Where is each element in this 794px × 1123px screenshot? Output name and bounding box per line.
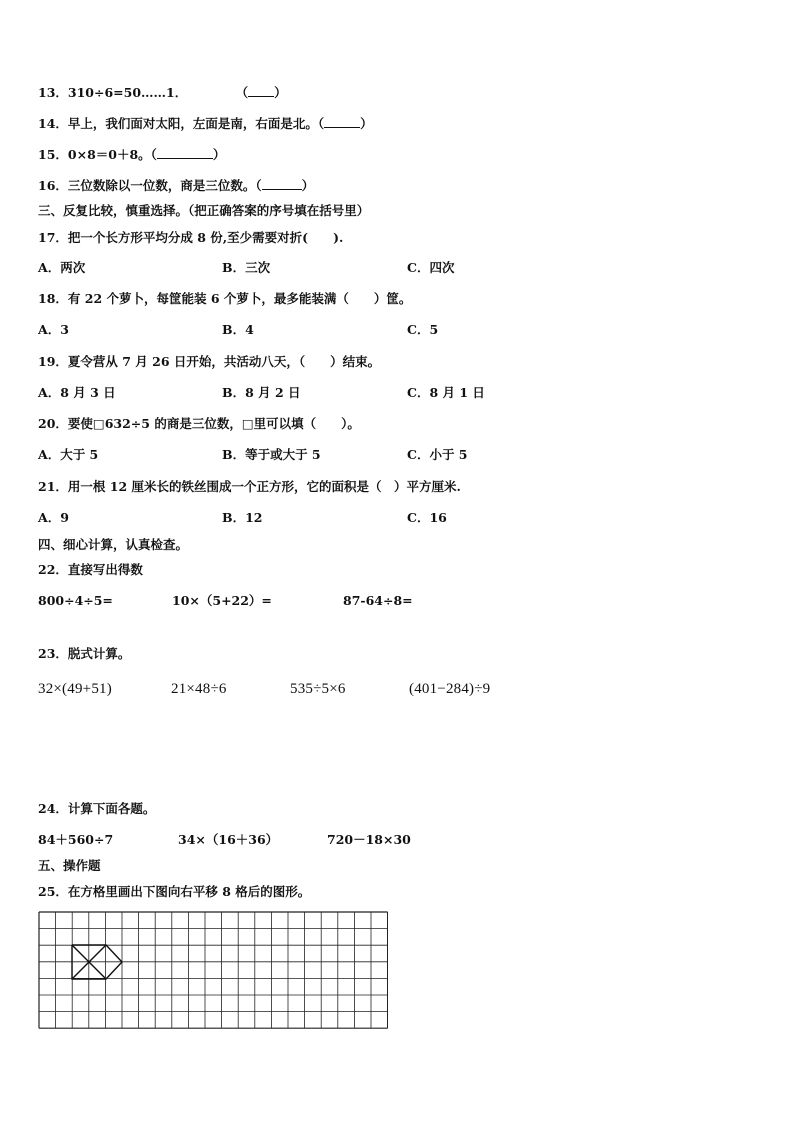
question-25: [38, 884, 310, 900]
expression: 32×(49+51): [38, 681, 112, 697]
section-heading-3: 三、反复比较，慎重选择。（把正确答案的序号填在括号里）: [38, 203, 370, 218]
option-b[interactable]: B．等于或大于 5: [222, 447, 321, 462]
expression: 21×48÷6: [171, 681, 227, 697]
answer-blank[interactable]: [262, 177, 302, 190]
expression: 84＋560÷7: [38, 832, 114, 847]
question-text: 要使□632÷5 的商是三位数，□里可以填（ ）。: [67, 416, 360, 431]
answer-blank[interactable]: [157, 146, 213, 159]
option-b[interactable]: B．8 月 2 日: [222, 385, 301, 400]
question-text: 直接写出得数: [67, 562, 143, 577]
option-b[interactable]: B．三次: [222, 260, 271, 275]
grid-lines: [39, 912, 388, 1028]
question-text: 有 22 个萝卜，每筐能装 6 个萝卜，最多能装满（ ）筐。: [67, 291, 412, 306]
question-text: 用一根 12 厘米长的铁丝围成一个正方形，它的面积是（ ）平方厘米.: [67, 479, 461, 494]
question-number: 16．: [38, 178, 68, 193]
question-18: [38, 291, 411, 307]
option-b[interactable]: B．12: [222, 510, 263, 525]
answer-blank[interactable]: [324, 115, 360, 128]
option-c[interactable]: C．5: [407, 322, 439, 337]
question-21: [38, 479, 461, 495]
question-text: 在方格里画出下图向右平移 8 格后的图形。: [67, 884, 311, 899]
question-text: 0×8＝0＋8。（: [67, 147, 157, 162]
expression: 87-64÷8=: [343, 593, 413, 608]
question-number: 22．: [38, 562, 68, 577]
question-text: 脱式计算。: [67, 646, 131, 661]
question-number: 17．: [38, 230, 68, 245]
question-15: 15．0×8＝0＋8。（ ）: [38, 147, 226, 162]
expression: (401−284)÷9: [409, 681, 491, 697]
square-grid[interactable]: [38, 911, 388, 1030]
option-c[interactable]: C．16: [407, 510, 447, 525]
question-number: 24．: [38, 801, 68, 816]
expression: 800÷4÷5=: [38, 593, 113, 608]
question-number: 14．: [38, 116, 68, 131]
question-24: [38, 801, 155, 817]
option-c[interactable]: C．四次: [407, 260, 455, 275]
option-b[interactable]: B．4: [222, 322, 254, 337]
option-c[interactable]: C．小于 5: [407, 447, 468, 462]
section-heading-5: 五、操作题: [38, 858, 101, 873]
question-number: 25．: [38, 884, 68, 899]
question-13: 13．310÷6=50……1． （ ）: [38, 85, 287, 100]
question-text: 夏令营从 7 月 26 日开始，共活动八天，（ ）结束。: [67, 354, 381, 369]
question-22: [38, 562, 143, 578]
question-text: 早上，我们面对太阳，左面是南，右面是北。（: [67, 116, 325, 131]
expression: 10×（5+22）=: [172, 593, 272, 608]
question-text: 计算下面各题。: [67, 801, 156, 816]
question-text: 把一个长方形平均分成 8 份,至少需要对折( ).: [67, 230, 344, 245]
option-a[interactable]: A．8 月 3 日: [38, 385, 116, 400]
question-text: 310÷6=50……1．: [67, 85, 188, 100]
question-20: [38, 416, 360, 432]
section-heading-4: 四、细心计算，认真检查。: [38, 537, 189, 552]
question-14: 14．早上，我们面对太阳，左面是南，右面是北。（ ）: [38, 116, 373, 131]
question-23: [38, 646, 130, 662]
question-number: 13．: [38, 85, 68, 100]
option-c[interactable]: C．8 月 1 日: [407, 385, 485, 400]
question-number: 19．: [38, 354, 68, 369]
question-19: [38, 354, 380, 370]
question-16: 16．三位数除以一位数，商是三位数。（ ）: [38, 178, 315, 193]
question-number: 18．: [38, 291, 68, 306]
expression: 535÷5×6: [290, 681, 346, 697]
option-a[interactable]: A．大于 5: [38, 447, 99, 462]
expression: 34×（16＋36）: [178, 832, 279, 847]
question-text: 三位数除以一位数，商是三位数。（: [67, 178, 262, 193]
question-number: 15．: [38, 147, 68, 162]
question-17: [38, 230, 343, 246]
option-a[interactable]: A．9: [38, 510, 69, 525]
answer-blank[interactable]: [248, 84, 274, 97]
question-number: 23．: [38, 646, 68, 661]
question-number: 21．: [38, 479, 68, 494]
expression: 720－18×30: [327, 832, 411, 847]
option-a[interactable]: A．3: [38, 322, 69, 337]
option-a[interactable]: A．两次: [38, 260, 86, 275]
question-number: 20．: [38, 416, 68, 431]
